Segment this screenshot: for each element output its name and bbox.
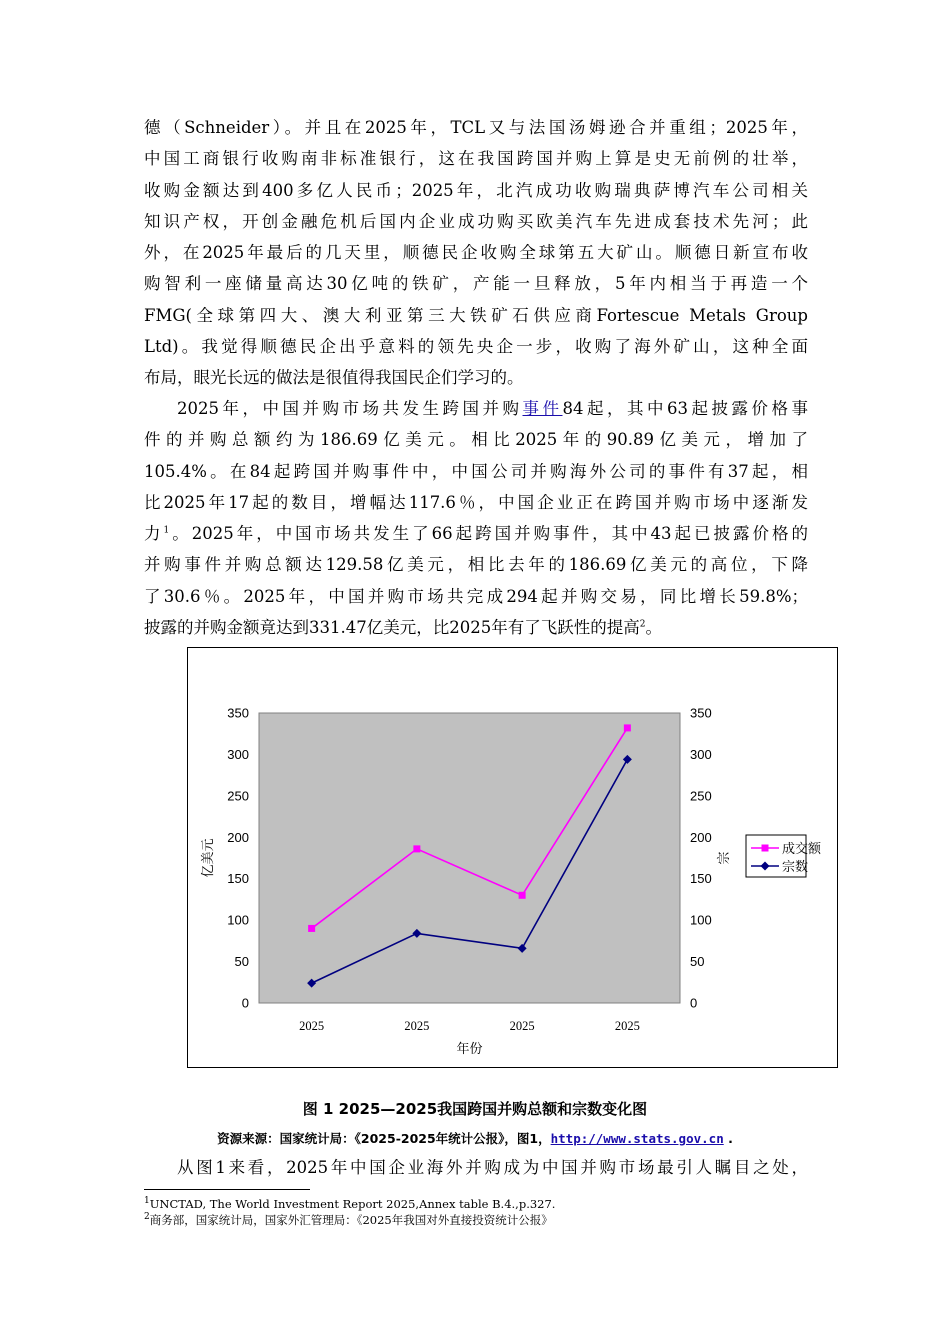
y-tick-label: 150 [227,871,249,887]
legend-label: 宗数 [782,860,809,875]
y-tick-label: 50 [234,954,249,970]
y-tick-label: 250 [227,788,249,804]
text-line: 购智利一座储量高达30亿吨的铁矿，产能一旦释放，5年内相当于再造一个 [144,274,808,294]
text-line: 布局，眼光长远的做法是很值得我国民企们学习的。 [144,368,524,388]
y-tick-label: 200 [227,829,249,845]
legend-marker [762,845,769,852]
data-point [308,925,315,932]
x-tick-label: 2025 [509,1019,535,1033]
data-point [624,724,631,731]
text-line: 了30.6％。2025年，中国并购市场共完成294起并购交易，同比增长59.8%； [144,586,808,606]
y2-axis-label: 宗 [717,851,732,865]
text-line: 105.4%。在84起跨国并购事件中，中国公司并购海外公司的事件有37起，相 [144,461,808,481]
text-line: 知识产权，开创金融危机后国内企业成功购买欧美汽车先进成套技术先河；此 [144,211,808,231]
text-line: 披露的并购金额竟达到331.47亿美元，比2025年有了飞跃性的提高$^2$。 [144,618,662,638]
y2-tick-label: 300 [690,746,712,762]
text-line: Ltd)。我觉得顺德民企出乎意料的领先央企一步，收购了海外矿山，这种全面 [144,337,808,357]
text-line: 比2025年17起的数目，增幅达117.6％，中国企业正在跨国并购市场中逐渐发 [144,492,808,512]
text-line: 件的并购总额约为186.69亿美元。相比2025年的90.89亿美元，增加了 [144,430,808,450]
y2-tick-label: 50 [690,954,705,970]
stats-link[interactable]: http://www.stats.gov.cn [550,1131,724,1146]
y2-tick-label: 350 [690,705,712,721]
paragraph-1 [144,112,808,394]
x-tick-label: 2025 [404,1019,430,1033]
figure-source: 资源来源：国家统计局：《2025-2025年统计公报》，图1，http://www.stats.gov.cn . [217,1131,733,1146]
text-line: 并购事件并购总额达129.58亿美元，相比去年的186.69亿美元的高位，下降 [144,555,808,575]
y-axis-label: 亿美元 [201,838,216,878]
legend-label: 成交额 [782,842,822,857]
text-line: 从图1来看，2025年中国企业海外并购成为中国并购市场最引人瞩目之处， [177,1158,808,1177]
y-tick-label: 350 [227,705,249,721]
footnote-ref-2[interactable]: 2 [639,619,646,630]
paragraph-2 [144,393,808,643]
text-line: 外，在2025年最后的几天里，顺德民企收购全球第五大矿山。顺德日新宣布收 [144,243,808,263]
text-line: 德（Schneider）。并且在2025年，TCL又与法国汤姆逊合并重组；2025年， [144,118,808,137]
chart-frame [187,647,838,1068]
text-line: 收购金额达到400多亿人民币；2025年，北汽成功收购瑞典萨博汽车公司相关 [144,180,808,200]
text-line: 2025年，中国并购市场共发生跨国并购事件84起，其中63起披露价格事 [177,399,808,418]
figure-title: 图 1 2025—2025我国跨国并购总额和宗数变化图 [302,1100,648,1118]
event-link[interactable]: 事件 [522,399,563,418]
x-axis-label: 年份 [456,1042,483,1057]
line-chart [188,648,837,1067]
text-line: 中国工商银行收购南非标准银行，这在我国跨国并购上算是史无前例的壮举， [144,149,808,169]
y2-tick-label: 100 [690,912,712,928]
y-tick-label: 100 [227,912,249,928]
footnote-rule [144,1189,310,1190]
paragraph-3 [144,1152,808,1183]
text-line: 力$^1$。2025年，中国市场共发生了66起跨国并购事件，其中43起已披露价格的 [144,524,809,544]
footnote-1: $^1$UNCTAD, The World Investment Report 2025,Annex table B.4.,p.327. [144,1196,556,1211]
y2-tick-label: 200 [690,829,712,845]
plot-area [259,713,680,1003]
y2-tick-label: 150 [690,871,712,887]
data-point [413,845,420,852]
y2-tick-label: 0 [690,995,698,1011]
y-tick-label: 0 [241,995,249,1011]
y-tick-label: 300 [227,746,249,762]
x-tick-label: 2025 [299,1019,325,1033]
footnote-2: $^2$商务部，国家统计局，国家外汇管理局：《2025年我国对外直接投资统计公报》 [144,1212,553,1227]
y2-tick-label: 250 [690,788,712,804]
data-point [519,892,526,899]
text-line: FMG(全球第四大、澳大利亚第三大铁矿石供应商Fortescue Metals Group [144,305,808,325]
x-tick-label: 2025 [614,1019,640,1033]
footnote-ref-1[interactable]: 1 [163,525,170,536]
